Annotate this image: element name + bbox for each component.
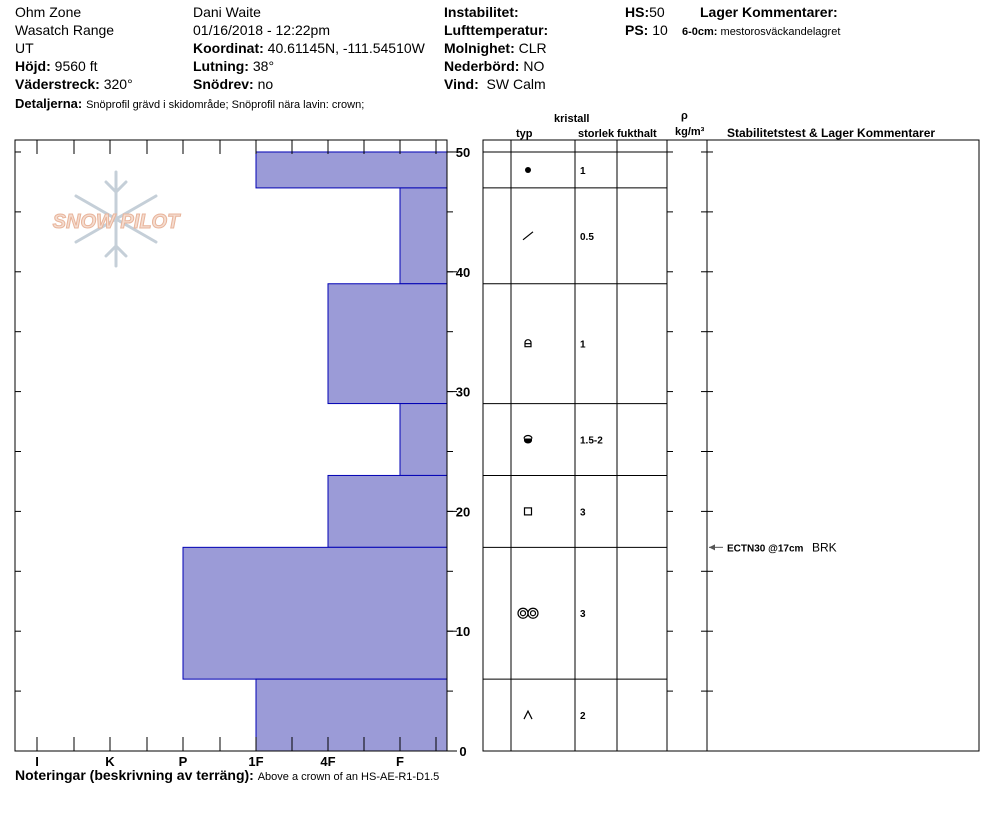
- crystal-type-mixed-rounded-icon-3-top: [524, 436, 532, 439]
- mountain-range: Wasatch Range: [15, 22, 115, 38]
- crystal-type-slash-icon-1: [523, 232, 533, 240]
- hardness-tick-label-5: F: [396, 754, 404, 769]
- depth-tick-label-4: 40: [455, 264, 471, 280]
- ps-value: 10: [652, 22, 668, 38]
- details-value: Snöprofil grävd i skidområde; Snöprofil nära lavin: crown;: [86, 99, 365, 111]
- elevation-value: 9560 ft: [54, 58, 98, 74]
- instability-label: Instabilitet:: [444, 4, 519, 20]
- hardness-tick-label-0: I: [35, 754, 39, 769]
- crystal-type-caret-icon-6-shape: [524, 711, 532, 719]
- hardness-bar-5: [183, 547, 447, 679]
- stability-test-label-0: ECTN30 @17cm: [727, 543, 804, 555]
- hardness-tick-label-2: P: [178, 754, 188, 769]
- crystal-size-2: 1: [580, 339, 586, 351]
- sky-cover-label: Molnighet:: [444, 40, 515, 56]
- elevation-label: Höjd:: [15, 58, 51, 74]
- crystal-type-dot-icon-0: [525, 167, 531, 173]
- moisture-header: fukthalt: [617, 128, 657, 140]
- slope-value: 38°: [252, 58, 275, 74]
- hardness-bar-1: [400, 188, 447, 284]
- air-temp-label: Lufttemperatur:: [444, 22, 549, 38]
- snow-pilot-logo: [53, 172, 181, 266]
- state: UT: [15, 40, 34, 56]
- hs-value: 50: [649, 4, 665, 20]
- depth-tick-label-0: 0: [459, 744, 467, 759]
- location-name: Ohm Zone: [15, 4, 82, 20]
- snow-drift-value: no: [257, 76, 274, 92]
- layer-comments-label: Lager Kommentarer:: [700, 4, 838, 20]
- depth-tick-label-5: 50: [455, 144, 471, 160]
- hardness-bar-4: [328, 475, 447, 547]
- snow-pilot-logo-text: SNOW PILOT: [52, 211, 180, 233]
- stability-header: Stabilitetstest & Lager Kommentarer: [727, 126, 936, 140]
- crystal-size-0: 1: [580, 165, 586, 177]
- hardness-bar-3: [400, 404, 447, 476]
- crystal-type-mixed-rounded-icon-3-shape: [524, 439, 532, 444]
- precipitation-label: Nederbörd:: [444, 58, 520, 74]
- crystal-size-4: 3: [580, 507, 586, 519]
- density-unit: kg/m³: [675, 126, 705, 138]
- depth-tick-label-3: 30: [455, 384, 471, 400]
- crystal-type-double-circle-icon-5-inner-1: [531, 611, 536, 616]
- crystal-type-rounded-facet-icon-2: [525, 340, 531, 347]
- hardness-tick-label-1: K: [105, 754, 115, 769]
- wind-label: Vind:: [444, 76, 479, 92]
- aspect-value: 320°: [103, 76, 133, 92]
- depth-tick-label-1: 10: [455, 624, 471, 640]
- aspect-label: Väderstreck:: [15, 76, 100, 92]
- layer-comment-depth: 6-0cm:: [682, 26, 718, 38]
- hardness-tick-label-3: 1F: [248, 754, 264, 769]
- slope-label: Lutning:: [193, 58, 249, 74]
- crystal-type-double-circle-icon-5-outer-1: [528, 608, 538, 618]
- hardness-tick-label-4: 4F: [320, 754, 336, 769]
- observer: Dani Waite: [193, 4, 261, 20]
- hardness-bar-0: [256, 152, 447, 188]
- notes-value: Above a crown of an HS-AE-R1-D1.5: [257, 771, 440, 783]
- hs-label: HS:: [625, 4, 650, 20]
- coordinates-label: Koordinat:: [193, 40, 264, 56]
- crystal-header: kristall: [554, 113, 590, 125]
- notes-label: Noteringar (beskrivning av terräng):: [15, 767, 254, 783]
- ps-label: PS:: [625, 22, 649, 38]
- wind-value: SW Calm: [486, 76, 546, 92]
- crystal-type-square-icon-4-shape: [525, 508, 532, 515]
- crystal-type-slash-icon-1-shape: [523, 232, 533, 240]
- crystal-size-6: 2: [580, 711, 586, 723]
- rho-header: ρ: [681, 110, 688, 122]
- type-header: typ: [516, 128, 533, 140]
- crystal-type-square-icon-4: [525, 508, 532, 515]
- crystal-type-caret-icon-6: [524, 711, 532, 719]
- crystal-type-double-circle-icon-5-inner-0: [521, 611, 526, 616]
- crystal-type-double-circle-icon-5-outer-0: [518, 608, 528, 618]
- snow-drift-label: Snödrev:: [193, 76, 254, 92]
- layer-comment-text: mestorosväckandelagret: [720, 26, 841, 38]
- details-label: Detaljerna:: [15, 96, 83, 111]
- depth-tick-label-2: 20: [455, 504, 471, 520]
- sky-cover-value: CLR: [518, 40, 547, 56]
- size-header: storlek: [578, 128, 615, 140]
- crystal-size-3: 1.5-2: [580, 435, 603, 447]
- coordinates-value: 40.61145N, -111.54510W: [267, 40, 425, 56]
- stability-test-arrow-0: [709, 544, 715, 550]
- crystal-type-dot-icon-0-shape: [525, 167, 531, 173]
- crystal-type-mixed-rounded-icon-3: [524, 436, 532, 444]
- stability-test-comment-0: BRK: [812, 540, 837, 555]
- datetime: 01/16/2018 - 12:22pm: [193, 22, 330, 38]
- hardness-bar-6: [256, 679, 447, 751]
- precipitation-value: NO: [523, 58, 545, 74]
- hardness-bar-2: [328, 284, 447, 404]
- crystal-size-1: 0.5: [580, 231, 594, 243]
- crystal-type-double-circle-icon-5: [518, 608, 538, 618]
- crystal-table-frame: [483, 140, 979, 751]
- crystal-size-5: 3: [580, 609, 586, 621]
